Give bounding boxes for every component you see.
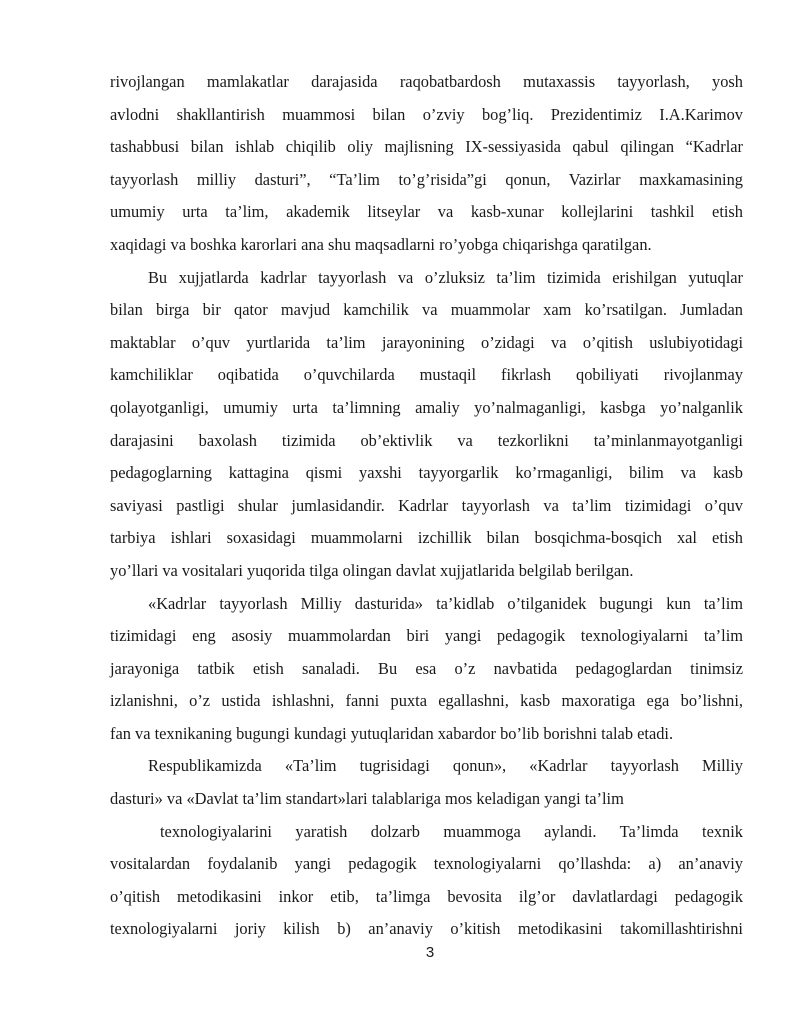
text-line: fan va texnikaning bugungi kundagi yutuqlaridan xabardor bo’lib borishni talab etadi. — [110, 723, 674, 743]
text-line: saviyasi pastligi shular jumlasidandir. Kadrlar tayyorlash va ta’lim tizimidagi o’quv — [110, 495, 743, 515]
text-line: jarayoniga tatbik etish sanaladi. Bu esa o’z navbatida pedagoglardan tinimsiz — [110, 658, 743, 678]
document-body — [110, 66, 743, 946]
text-line: kamchiliklar oqibatida o’quvchilarda mustaqil fikrlash qobiliyati rivojlanmay — [110, 365, 743, 385]
text-line: o’qitish metodikasini inkor etib, ta’limga bevosita ilg’or davlatlardagi pedagogik — [110, 886, 743, 906]
text-line: tayyorlash milliy dasturi”, “Ta’lim to’g’risida”gi qonun, Vazirlar maxkamasining — [110, 169, 743, 189]
text-line: darajasini baxolash tizimida ob’ektivlik va tezkorlikni ta’minlanmayotganligi — [110, 430, 743, 450]
text-line: xaqidagi va boshka karorlari ana shu maqsadlarni ro’yobga chiqarishga qaratilgan. — [110, 234, 652, 254]
text-line: izlanishni, o’z ustida ishlashni, fanni puxta egallashni, kasb maxoratiga ega bo’lishni, — [110, 691, 743, 711]
text-line: rivojlangan mamlakatlar darajasida raqobatbardosh mutaxassis tayyorlash, yosh — [110, 72, 743, 91]
text-line: dasturi» va «Davlat ta’lim standart»lari talablariga mos keladigan yangi ta’lim — [110, 789, 624, 809]
text-line: qolayotganligi, umumiy urta ta’limning amaliy yo’nalmaganligi, kasbga yo’nalganlik — [110, 397, 743, 417]
text-line: avlodni shakllantirish muammosi bilan o’zviy bog’liq. Prezidentimiz I.A.Karimov — [110, 104, 743, 124]
text-line: tizimidagi eng asosiy muammolardan biri yangi pedagogik texnologiyalarni ta’lim — [110, 626, 743, 646]
page-number: 3 — [425, 944, 435, 961]
text-line: Bu xujjatlarda kadrlar tayyorlash va o’zluksiz ta’lim tizimida erishilgan yutuqlar — [148, 267, 743, 287]
text-line: vositalardan foydalanib yangi pedagogik texnologiyalarni qo’llashda: a) an’anaviy — [110, 854, 743, 874]
text-line: umumiy urta ta’lim, akademik litseylar va kasb-xunar kollejlarini tashkil etish — [110, 202, 743, 222]
text-line: pedagoglarning kattagina qismi yaxshi tayyorgarlik ko’rmaganligi, bilim va kasb — [110, 463, 743, 483]
text-line: bilan birga bir qator mavjud kamchilik va muammolar xam ko’rsatilgan. Jumladan — [110, 300, 743, 320]
text-line: tarbiya ishlari soxasidagi muammolarni izchillik bilan bosqichma-bosqich xal etish — [110, 528, 743, 548]
text-line: Respublikamizda «Ta’lim tugrisidagi qonun», «Kadrlar tayyorlash Milliy — [148, 756, 743, 776]
text-line: tashabbusi bilan ishlab chiqilib oliy majlisning IX-sessiyasida qabul qilingan “Kadrlar — [110, 137, 743, 157]
text-line: maktablar o’quv yurtlarida ta’lim jarayonining o’zidagi va o’qitish uslubiyotidagi — [110, 332, 743, 352]
text-line: yo’llari va vositalari yuqorida tilga olingan davlat xujjatlarida belgilab berilgan. — [110, 560, 634, 580]
text-line: texnologiyalarini yaratish dolzarb muammoga aylandi. Ta’limda texnik — [160, 821, 743, 841]
text-line: «Kadrlar tayyorlash Milliy dasturida» ta’kidlab o’tilganidek bugungi kun ta’lim — [148, 593, 743, 613]
text-line: texnologiyalarni joriy kilish b) an’anaviy o’kitish metodikasini takomillashtirishni — [110, 919, 743, 939]
